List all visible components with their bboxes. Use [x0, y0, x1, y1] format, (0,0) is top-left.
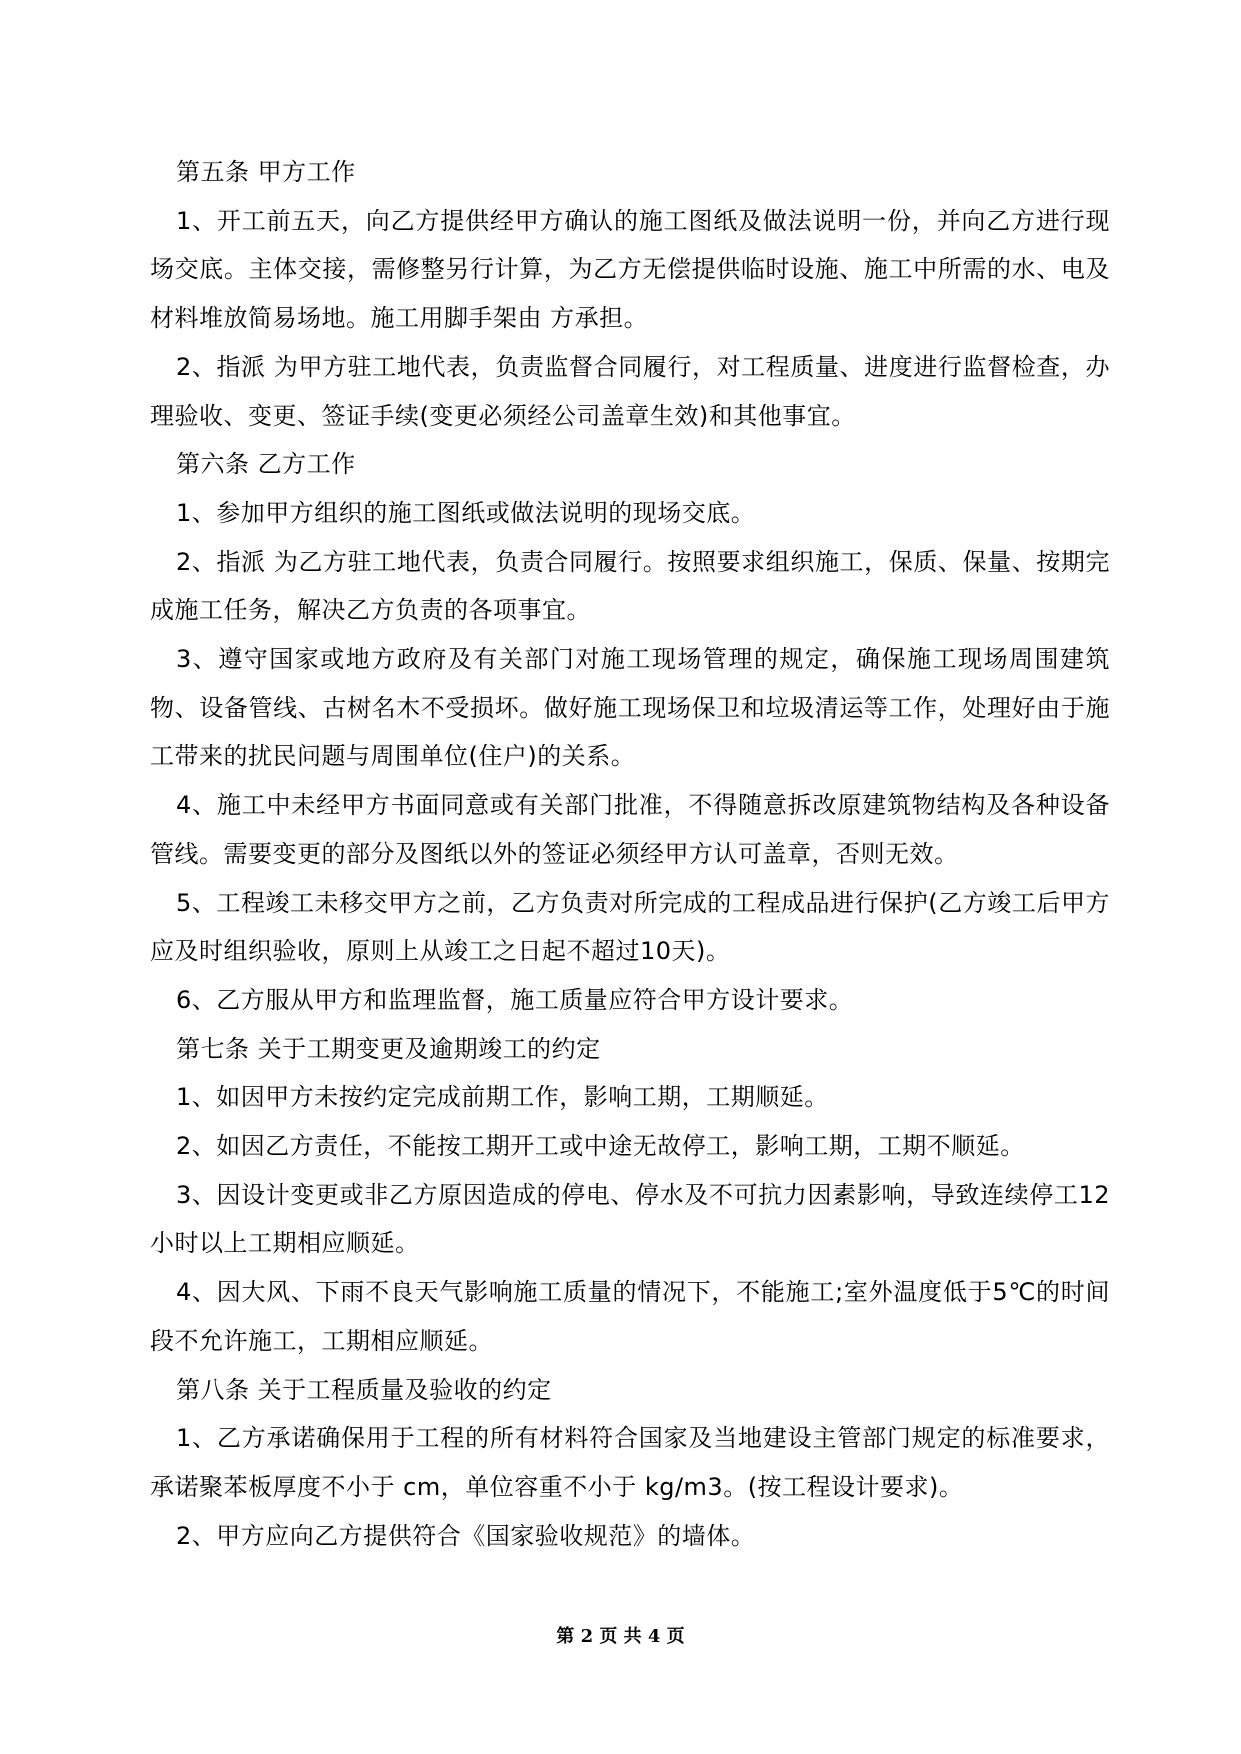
- paragraph: 1、参加甲方组织的施工图纸或做法说明的现场交底。: [176, 498, 756, 527]
- paragraph: 3、遵守国家或地方政府及有关部门对施工现场管理的规定，确保施工现场周围建筑物、设备管线、古树名木不受损坏。做好施工现场保卫和垃圾清运等工作，处理好由于施工带来的扰民问题与周围单位(住户)的关系。: [150, 645, 1110, 771]
- section-heading: 第六条 乙方工作: [176, 450, 356, 479]
- paragraph: 2、如因乙方责任，不能按工期开工或中途无故停工，影响工期，工期不顺延。: [176, 1132, 1025, 1161]
- paragraph: 4、因大风、下雨不良天气影响施工质量的情况下，不能施工;室外温度低于5℃的时间段不允许施工，工期相应顺延。: [150, 1278, 1110, 1355]
- paragraph: 1、开工前五天，向乙方提供经甲方确认的施工图纸及做法说明一份，并向乙方进行现场交底。主体交接，需修整另行计算，为乙方无偿提供临时设施、施工中所需的水、电及材料堆放简易场地。施工用脚手架由 方承担。: [150, 206, 1110, 333]
- paragraph: 2、指派 为乙方驻工地代表，负责合同履行。按照要求组织施工，保质、保量、按期完成施工任务，解决乙方负责的各项事宜。: [150, 547, 1110, 625]
- paragraph: 3、因设计变更或非乙方原因造成的停电、停水及不可抗力因素影响，导致连续停工12小时以上工期相应顺延。: [150, 1180, 1110, 1258]
- paragraph: 1、如因甲方未按约定完成前期工作，影响工期，工期顺延。: [176, 1083, 829, 1112]
- paragraph: 4、施工中未经甲方书面同意或有关部门批准，不得随意拆改原建筑物结构及各种设备管线。需要变更的部分及图纸以外的签证必须经甲方认可盖章，否则无效。: [150, 791, 1110, 868]
- paragraph: 2、指派 为甲方驻工地代表，负责监督合同履行，对工程质量、进度进行监督检查，办理验收、变更、签证手续(变更必须经公司盖章生效)和其他事宜。: [150, 352, 1110, 430]
- page-number-footer: 第 2 页 共 4 页: [556, 1626, 685, 1647]
- section-heading: 第八条 关于工程质量及验收的约定: [176, 1375, 552, 1404]
- paragraph: 2、甲方应向乙方提供符合《国家验收规范》的墙体。: [176, 1521, 756, 1550]
- section-heading: 第七条 关于工期变更及逾期竣工的约定: [176, 1034, 601, 1063]
- section-heading: 第五条 甲方工作: [176, 158, 356, 186]
- paragraph: 5、工程竣工未移交甲方之前，乙方负责对所完成的工程成品进行保护(乙方竣工后甲方应及时组织验收，原则上从竣工之日起不超过10天)。: [150, 888, 1110, 966]
- document-body: [150, 148, 1110, 1560]
- paragraph: 1、乙方承诺确保用于工程的所有材料符合国家及当地建设主管部门规定的标准要求，承诺聚苯板厚度不小于 cm，单位容重不小于 kg/m3。(按工程设计要求)。: [150, 1424, 1110, 1501]
- paragraph: 6、乙方服从甲方和监理监督，施工质量应符合甲方设计要求。: [176, 985, 854, 1014]
